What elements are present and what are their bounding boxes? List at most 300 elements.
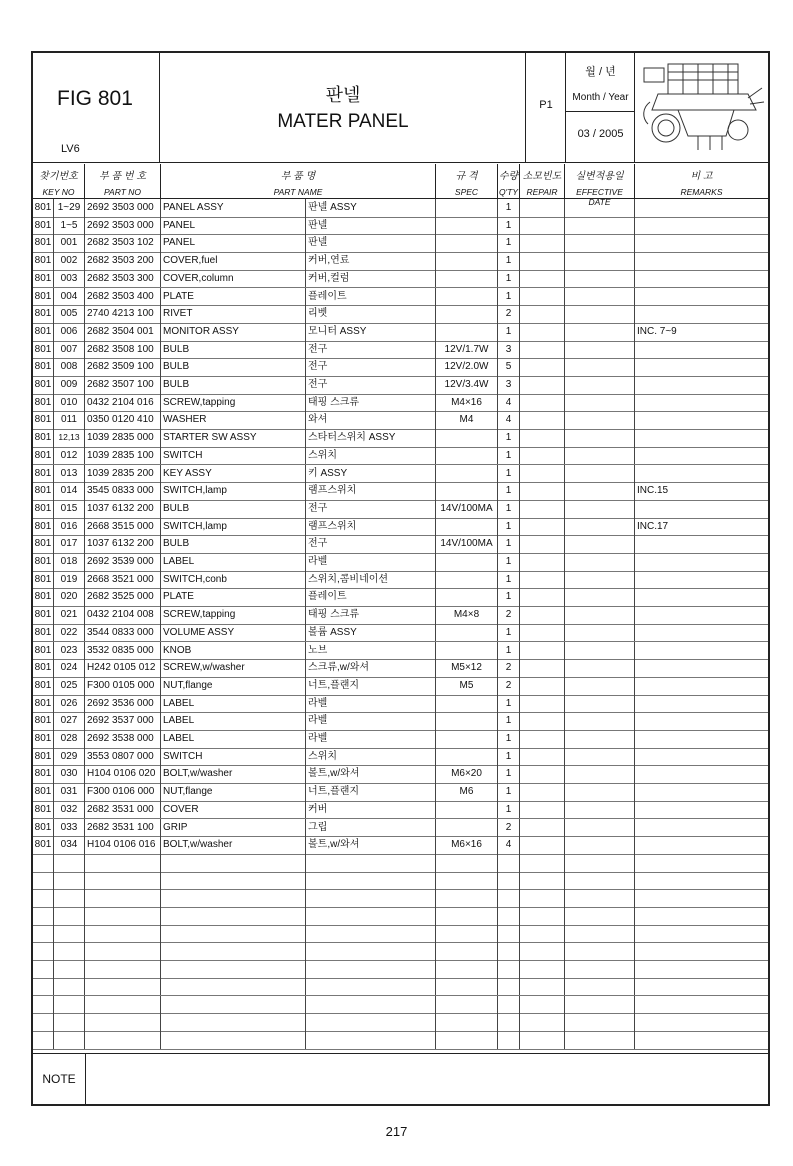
date-divider <box>566 111 635 112</box>
key-no-cell: 029 <box>54 748 85 766</box>
part-name-en-cell: WASHER <box>161 411 306 429</box>
repair-cell <box>520 394 565 412</box>
part-no-cell <box>85 925 161 943</box>
part-name-kr-cell: 라벨 <box>306 695 436 713</box>
effective-date-cell <box>565 925 635 943</box>
part-no-cell <box>85 872 161 890</box>
spec-cell <box>436 1013 498 1031</box>
part-name-kr-cell: 커버,컬럼 <box>306 270 436 288</box>
effective-date-cell <box>565 765 635 783</box>
remarks-cell <box>635 695 768 713</box>
repair-cell <box>520 305 565 323</box>
part-no-cell: 0350 0120 410 <box>85 411 161 429</box>
date-label-korean: 월 / 년 <box>585 66 616 78</box>
key-no-cell: 004 <box>54 288 85 306</box>
repair-cell <box>520 571 565 589</box>
part-name-kr-cell: 스크류,w/와셔 <box>306 659 436 677</box>
repair-cell <box>520 730 565 748</box>
key-fig-cell <box>33 960 54 978</box>
key-no-cell: 027 <box>54 712 85 730</box>
spec-cell <box>436 642 498 660</box>
date-label-english: Month / Year <box>572 92 629 103</box>
effective-date-cell <box>565 535 635 553</box>
repair-cell <box>520 217 565 235</box>
part-name-header <box>161 164 436 198</box>
remarks-cell <box>635 465 768 483</box>
page-code-box <box>526 53 566 162</box>
spec-cell <box>436 252 498 270</box>
spec-cell: 12V/3.4W <box>436 376 498 394</box>
effective-date-cell <box>565 234 635 252</box>
part-name-en-cell: SCREW,tapping <box>161 394 306 412</box>
remarks-cell <box>635 341 768 359</box>
remarks-cell <box>635 765 768 783</box>
effective-date-cell <box>565 252 635 270</box>
key-no-cell: 033 <box>54 819 85 837</box>
key-no-cell: 012 <box>54 447 85 465</box>
key-fig-cell <box>33 1031 54 1049</box>
key-no-cell <box>54 960 85 978</box>
qty-cell: 1 <box>498 712 520 730</box>
repair-cell <box>520 907 565 925</box>
key-no-cell <box>54 1031 85 1049</box>
table-row <box>33 836 768 855</box>
part-no-cell <box>85 978 161 996</box>
remarks-cell <box>635 925 768 943</box>
part-no-cell: 0432 2104 008 <box>85 606 161 624</box>
part-name-kr-cell: 플레이트 <box>306 588 436 606</box>
repair-cell <box>520 960 565 978</box>
effective-date-cell <box>565 695 635 713</box>
qty-cell: 1 <box>498 252 520 270</box>
qty-cell <box>498 960 520 978</box>
remarks-cell <box>635 659 768 677</box>
key-fig-cell: 801 <box>33 288 54 306</box>
key-no-cell <box>54 978 85 996</box>
qty-cell <box>498 942 520 960</box>
key-fig-cell: 801 <box>33 748 54 766</box>
part-no-cell <box>85 854 161 872</box>
effective-date-cell <box>565 305 635 323</box>
key-fig-cell: 801 <box>33 358 54 376</box>
spec-cell <box>436 588 498 606</box>
part-no-cell: F300 0105 000 <box>85 677 161 695</box>
part-name-kr-cell: 램프스위치 <box>306 482 436 500</box>
part-name-kr-cell: 전구 <box>306 341 436 359</box>
remarks-cell <box>635 624 768 642</box>
repair-cell <box>520 996 565 1014</box>
remarks-cell <box>635 270 768 288</box>
key-no-cell: 003 <box>54 270 85 288</box>
remarks-cell <box>635 571 768 589</box>
repair-cell <box>520 889 565 907</box>
table-row <box>33 394 768 413</box>
key-no-cell: 014 <box>54 482 85 500</box>
qty-cell: 1 <box>498 288 520 306</box>
part-no-cell: 2682 3503 300 <box>85 270 161 288</box>
key-fig-cell: 801 <box>33 429 54 447</box>
remarks-cell <box>635 1031 768 1049</box>
effective-date-cell <box>565 482 635 500</box>
key-fig-cell: 801 <box>33 801 54 819</box>
effective-date-cell <box>565 836 635 854</box>
key-fig-cell: 801 <box>33 588 54 606</box>
part-no-cell <box>85 960 161 978</box>
part-name-en-cell: LABEL <box>161 695 306 713</box>
part-name-en-cell: COVER,column <box>161 270 306 288</box>
part-no-cell: 3545 0833 000 <box>85 482 161 500</box>
page-number: 217 <box>385 1124 408 1139</box>
part-name-en-cell: COVER,fuel <box>161 252 306 270</box>
table-row <box>33 199 768 218</box>
key-fig-cell: 801 <box>33 712 54 730</box>
part-name-kr-cell: 판넬 <box>306 217 436 235</box>
part-no-cell: 2682 3503 200 <box>85 252 161 270</box>
spec-cell <box>436 429 498 447</box>
remarks-cell: INC.15 <box>637 485 669 497</box>
effective-date-cell <box>565 588 635 606</box>
effective-date-cell <box>565 429 635 447</box>
qty-cell: 1 <box>498 535 520 553</box>
remarks-cell <box>635 305 768 323</box>
spec-cell: M5×12 <box>436 659 498 677</box>
part-name-en-cell: LABEL <box>161 712 306 730</box>
key-no-cell: 1~29 <box>54 199 85 217</box>
remarks-cell <box>635 376 768 394</box>
remarks-cell <box>635 960 768 978</box>
spec-cell <box>436 518 498 536</box>
qty-cell <box>498 889 520 907</box>
table-row <box>33 606 768 625</box>
part-name-kr-cell <box>306 996 436 1014</box>
key-fig-cell: 801 <box>33 447 54 465</box>
part-no-cell: F300 0106 000 <box>85 783 161 801</box>
effective-date-cell <box>565 500 635 518</box>
part-name-kr-cell: 태핑 스크류 <box>306 606 436 624</box>
part-name-kr-cell <box>306 872 436 890</box>
qty-cell: 1 <box>498 748 520 766</box>
title-box <box>160 53 526 162</box>
effective-date-cell <box>565 872 635 890</box>
repair-header-en: REPAIR <box>526 187 558 197</box>
key-fig-cell <box>33 872 54 890</box>
key-fig-cell: 801 <box>33 270 54 288</box>
effective-date-cell <box>565 518 635 536</box>
part-no-cell: 3544 0833 000 <box>85 624 161 642</box>
part-name-kr-cell: 와셔 <box>306 411 436 429</box>
key-no-cell: 020 <box>54 588 85 606</box>
part-name-en-cell: COVER <box>161 801 306 819</box>
remarks-header-en: REMARKS <box>680 187 723 197</box>
spec-cell: 12V/1.7W <box>436 341 498 359</box>
table-row <box>33 323 768 342</box>
remarks-cell <box>635 588 768 606</box>
part-no-cell: 1037 6132 200 <box>85 500 161 518</box>
part-name-header-kr: 부 품 명 <box>280 171 316 182</box>
repair-cell <box>520 341 565 359</box>
repair-header-kr: 소모빈도 <box>522 171 562 182</box>
part-name-en-cell <box>161 872 306 890</box>
part-no-cell <box>85 942 161 960</box>
key-no-cell <box>54 1013 85 1031</box>
part-name-en-cell: PANEL <box>161 234 306 252</box>
qty-cell: 1 <box>498 553 520 571</box>
remarks-cell <box>635 996 768 1014</box>
repair-cell <box>520 234 565 252</box>
remarks-cell <box>635 429 768 447</box>
part-name-en-cell: SWITCH <box>161 748 306 766</box>
key-fig-cell: 801 <box>33 765 54 783</box>
part-name-kr-cell: 리벳 <box>306 305 436 323</box>
part-no-cell <box>85 1031 161 1049</box>
part-no-header-kr: 부 품 번 호 <box>99 171 146 182</box>
key-no-cell: 023 <box>54 642 85 660</box>
table-row <box>33 960 768 979</box>
table-row <box>33 376 768 395</box>
table-row <box>33 341 768 360</box>
table-row <box>33 588 768 607</box>
table-row <box>33 1031 768 1050</box>
table-row <box>33 872 768 891</box>
effective-date-cell <box>565 394 635 412</box>
key-fig-cell: 801 <box>33 553 54 571</box>
table-row <box>33 819 768 838</box>
qty-cell: 1 <box>498 234 520 252</box>
part-name-kr-cell: 판넬 ASSY <box>306 199 436 217</box>
part-name-en-cell: SWITCH,lamp <box>161 518 306 536</box>
spec-cell <box>436 323 498 341</box>
table-row <box>33 411 768 430</box>
part-name-en-cell: BOLT,w/washer <box>161 765 306 783</box>
figure-number: FIG 801 <box>57 87 133 110</box>
part-no-cell: 3553 0807 000 <box>85 748 161 766</box>
effective-date-cell <box>565 411 635 429</box>
part-no-cell: 2682 3509 100 <box>85 358 161 376</box>
remarks-cell <box>635 801 768 819</box>
effective-date-cell <box>565 624 635 642</box>
spec-cell <box>436 942 498 960</box>
key-no-cell: 008 <box>54 358 85 376</box>
effective-date-cell <box>565 376 635 394</box>
part-name-kr-cell: 스위치 <box>306 748 436 766</box>
spec-cell: M5 <box>436 677 498 695</box>
table-row <box>33 765 768 784</box>
part-name-en-cell: BULB <box>161 358 306 376</box>
table-row <box>33 447 768 466</box>
part-name-kr-cell: 스위치 <box>306 447 436 465</box>
parts-list-sheet <box>31 51 770 1106</box>
effective-date-cell <box>565 854 635 872</box>
remarks-cell <box>635 907 768 925</box>
part-name-en-cell <box>161 907 306 925</box>
part-no-cell: 1037 6132 200 <box>85 535 161 553</box>
key-fig-cell <box>33 1013 54 1031</box>
table-row <box>33 252 768 271</box>
part-name-en-cell <box>161 889 306 907</box>
table-row <box>33 1013 768 1032</box>
remarks-header <box>635 164 768 198</box>
table-row <box>33 482 768 501</box>
key-fig-cell: 801 <box>33 500 54 518</box>
remarks-cell <box>635 553 768 571</box>
remarks-cell <box>635 199 768 217</box>
key-no-cell: 022 <box>54 624 85 642</box>
spec-cell <box>436 695 498 713</box>
qty-cell: 1 <box>498 765 520 783</box>
part-no-cell: 2692 3536 000 <box>85 695 161 713</box>
part-name-kr-cell: 너트,플랜지 <box>306 677 436 695</box>
part-name-en-cell: VOLUME ASSY <box>161 624 306 642</box>
qty-cell: 1 <box>498 429 520 447</box>
effective-date-header <box>565 164 635 207</box>
key-no-cell: 032 <box>54 801 85 819</box>
table-row <box>33 783 768 802</box>
spec-cell: M4×16 <box>436 394 498 412</box>
part-no-cell: 2682 3503 400 <box>85 288 161 306</box>
part-no-cell: 2740 4213 100 <box>85 305 161 323</box>
part-no-cell <box>85 907 161 925</box>
remarks-cell <box>635 872 768 890</box>
key-no-cell: 011 <box>54 411 85 429</box>
part-name-en-cell: PANEL ASSY <box>161 199 306 217</box>
repair-cell <box>520 535 565 553</box>
repair-cell <box>520 606 565 624</box>
part-name-en-cell: KNOB <box>161 642 306 660</box>
repair-cell <box>520 659 565 677</box>
spec-cell: M6×16 <box>436 836 498 854</box>
spec-header <box>436 164 498 198</box>
part-no-cell <box>85 889 161 907</box>
effective-date-header-en: EFFECTIVE DATE <box>576 187 623 207</box>
table-row <box>33 500 768 519</box>
part-name-en-cell: BULB <box>161 376 306 394</box>
qty-cell: 4 <box>498 411 520 429</box>
part-name-kr-cell: 스위치,콤비네이션 <box>306 571 436 589</box>
table-row <box>33 942 768 961</box>
part-name-kr-cell: 판넬 <box>306 234 436 252</box>
effective-date-cell <box>565 889 635 907</box>
qty-cell: 1 <box>498 783 520 801</box>
spec-cell <box>436 1031 498 1049</box>
part-name-kr-cell: 라벨 <box>306 712 436 730</box>
part-name-en-cell: PLATE <box>161 288 306 306</box>
effective-date-cell <box>565 819 635 837</box>
part-name-kr-cell <box>306 960 436 978</box>
key-fig-cell: 801 <box>33 677 54 695</box>
part-name-en-cell: SWITCH,conb <box>161 571 306 589</box>
part-name-en-cell: BULB <box>161 341 306 359</box>
part-name-en-cell <box>161 978 306 996</box>
spec-cell <box>436 730 498 748</box>
part-name-en-cell <box>161 1013 306 1031</box>
part-name-en-cell <box>161 996 306 1014</box>
remarks-header-kr: 비 고 <box>690 171 713 182</box>
remarks-cell <box>635 447 768 465</box>
qty-cell: 2 <box>498 305 520 323</box>
part-no-cell: 2692 3538 000 <box>85 730 161 748</box>
remarks-cell <box>635 358 768 376</box>
spec-cell <box>436 553 498 571</box>
date-box <box>566 53 635 162</box>
repair-cell <box>520 500 565 518</box>
header-divider <box>33 162 768 163</box>
spec-cell <box>436 889 498 907</box>
table-row <box>33 925 768 944</box>
table-row <box>33 978 768 997</box>
effective-date-cell <box>565 960 635 978</box>
effective-date-cell <box>565 978 635 996</box>
key-fig-cell: 801 <box>33 571 54 589</box>
qty-cell: 1 <box>498 588 520 606</box>
qty-cell: 2 <box>498 677 520 695</box>
part-name-kr-cell: 전구 <box>306 358 436 376</box>
remarks-cell <box>635 642 768 660</box>
repair-cell <box>520 323 565 341</box>
part-no-cell: H104 0106 016 <box>85 836 161 854</box>
remarks-cell <box>635 712 768 730</box>
key-no-cell: 018 <box>54 553 85 571</box>
key-no-cell <box>54 996 85 1014</box>
part-name-kr-cell: 커버,연료 <box>306 252 436 270</box>
spec-header-kr: 규 격 <box>455 171 478 182</box>
spec-header-en: SPEC <box>454 187 479 197</box>
table-row <box>33 234 768 253</box>
effective-date-cell <box>565 341 635 359</box>
qty-cell: 3 <box>498 376 520 394</box>
qty-cell <box>498 854 520 872</box>
qty-cell: 2 <box>498 819 520 837</box>
key-no-cell: 005 <box>54 305 85 323</box>
key-fig-cell: 801 <box>33 659 54 677</box>
repair-cell <box>520 978 565 996</box>
part-name-kr-cell: 태핑 스크류 <box>306 394 436 412</box>
part-name-kr-cell <box>306 854 436 872</box>
part-no-cell: 2682 3508 100 <box>85 341 161 359</box>
remarks-cell <box>635 411 768 429</box>
part-name-en-cell: NUT,flange <box>161 783 306 801</box>
remarks-cell <box>635 978 768 996</box>
qty-cell: 1 <box>498 482 520 500</box>
model-code: LV6 <box>61 143 80 155</box>
table-row <box>33 730 768 749</box>
effective-date-cell <box>565 571 635 589</box>
qty-cell <box>498 996 520 1014</box>
part-name-en-cell: LABEL <box>161 553 306 571</box>
key-fig-cell: 801 <box>33 482 54 500</box>
qty-cell: 1 <box>498 518 520 536</box>
repair-cell <box>520 411 565 429</box>
table-row <box>33 889 768 908</box>
table-row <box>33 465 768 484</box>
rice-transplanter-icon <box>638 58 768 158</box>
part-name-kr-cell <box>306 942 436 960</box>
key-no-cell: 015 <box>54 500 85 518</box>
part-name-kr-cell: 전구 <box>306 500 436 518</box>
qty-cell: 2 <box>498 606 520 624</box>
part-name-kr-cell: 라벨 <box>306 553 436 571</box>
qty-header-en: Q'TY <box>498 187 519 197</box>
key-no-cell: 006 <box>54 323 85 341</box>
effective-date-cell <box>565 606 635 624</box>
spec-cell <box>436 217 498 235</box>
table-row <box>33 677 768 696</box>
part-no-cell: 2682 3507 100 <box>85 376 161 394</box>
key-fig-cell <box>33 854 54 872</box>
key-fig-cell <box>33 925 54 943</box>
key-fig-cell: 801 <box>33 305 54 323</box>
effective-date-cell <box>565 996 635 1014</box>
repair-cell <box>520 925 565 943</box>
